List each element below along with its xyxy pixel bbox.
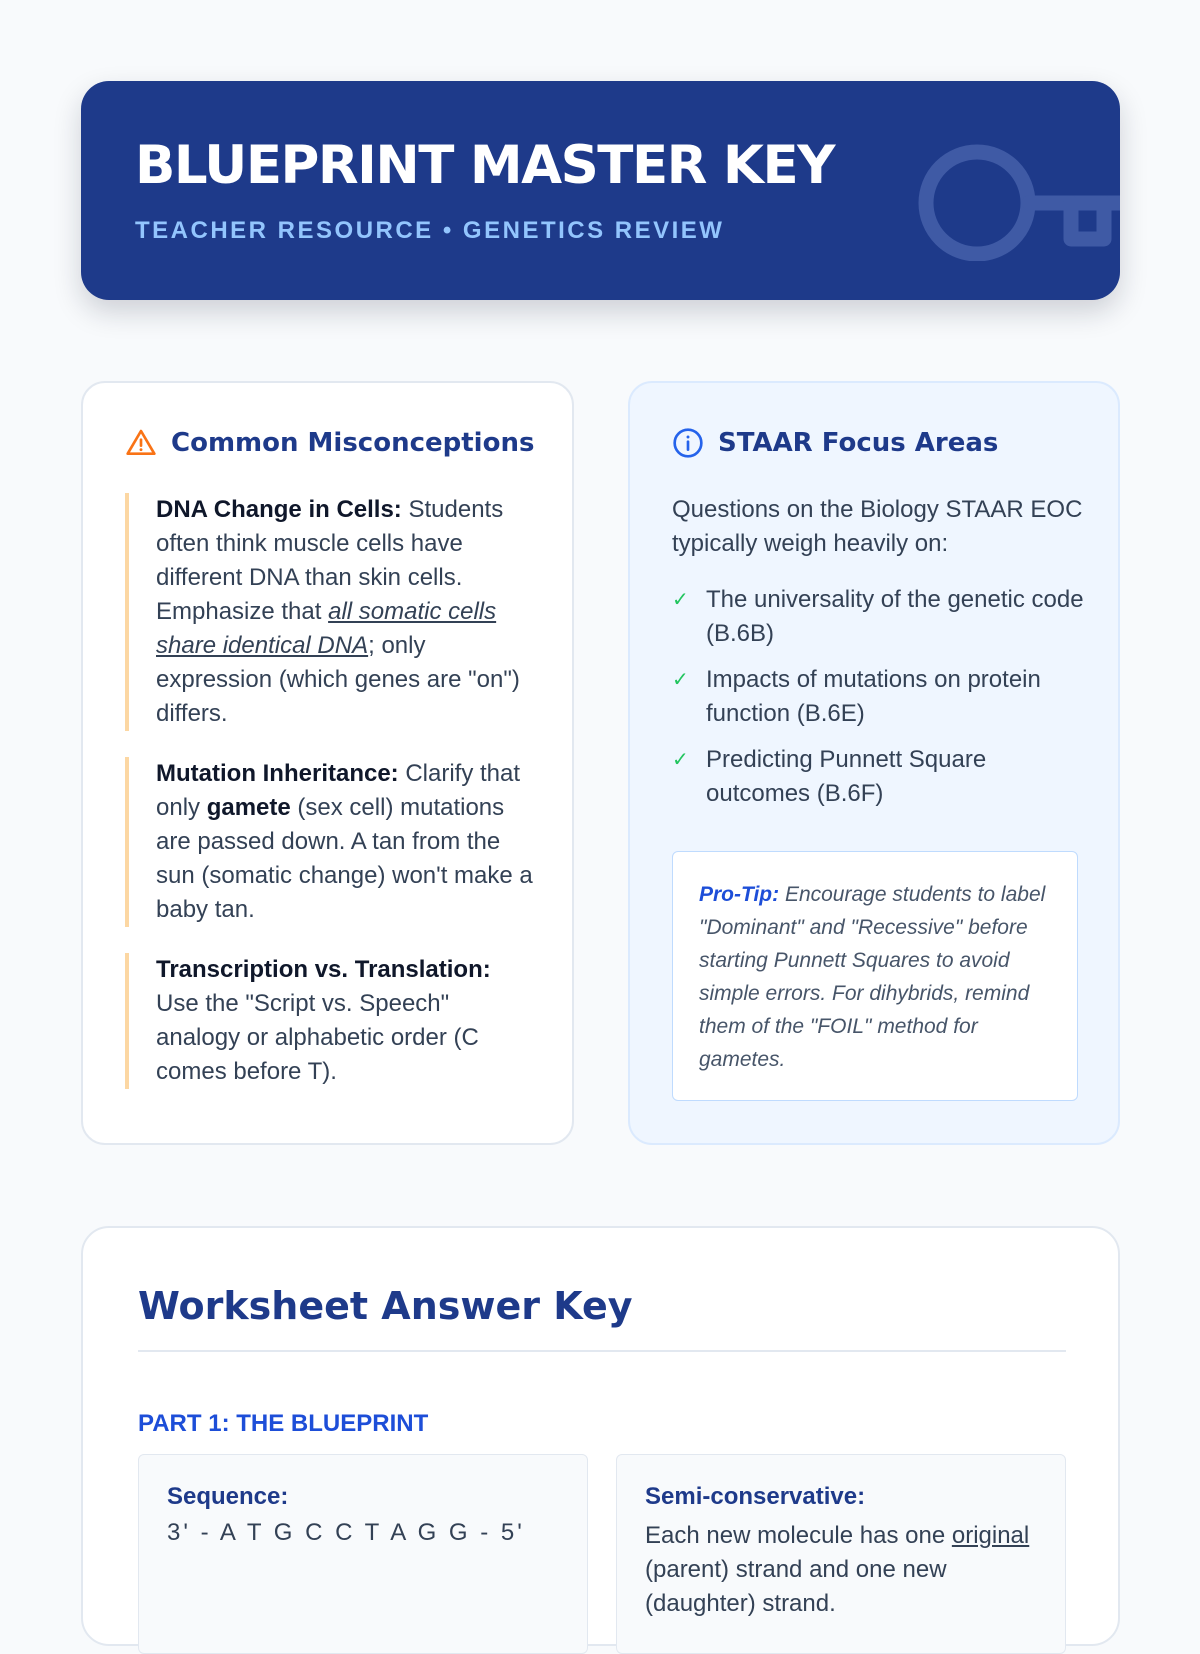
pro-tip-text: Encourage students to label "Dominant" and "Recessive" before starting Punnett Squares to avoid simple errors. For dihybrids, remind them of the "FOIL" method for gametes. bbox=[699, 883, 1046, 1071]
answer-key-title: Worksheet Answer Key bbox=[138, 1284, 633, 1328]
check-icon: ✓ bbox=[672, 749, 689, 771]
focus-item-text: Predicting Punnett Square outcomes (B.6F) bbox=[706, 746, 987, 807]
focus-item bbox=[672, 663, 1084, 731]
semi-conservative-card bbox=[616, 1454, 1066, 1654]
misconception-label: Transcription vs. Translation: bbox=[156, 956, 491, 983]
misconception-label: Mutation Inheritance: bbox=[156, 760, 399, 787]
page-title: BLUEPRINT MASTER KEY bbox=[135, 135, 835, 196]
sequence-value: 3' - A T G C C T A G G - 5' bbox=[167, 1519, 525, 1546]
misconception-text: (sex cell) mutations are passed down. A tan from the sun (somatic change) won't make a baby tan. bbox=[156, 794, 533, 923]
misconception-item bbox=[125, 953, 537, 1089]
focus-item bbox=[672, 743, 1084, 811]
focus-title: STAAR Focus Areas bbox=[718, 428, 999, 458]
misconceptions-list bbox=[125, 493, 537, 1115]
misconceptions-heading bbox=[125, 427, 534, 459]
page-subtitle: TEACHER RESOURCE • GENETICS REVIEW bbox=[135, 217, 725, 244]
misconception-text: Clarify that only bbox=[156, 760, 521, 821]
misconceptions-panel bbox=[81, 381, 574, 1145]
pro-tip-box bbox=[672, 851, 1078, 1101]
key-icon bbox=[831, 121, 1120, 261]
focus-item bbox=[672, 583, 1084, 651]
misconception-emphasis: gamete bbox=[206, 794, 291, 821]
misconception-text: Use the "Script vs. Speech" analogy or alphabetic order (C comes before T). bbox=[156, 990, 479, 1085]
semi-text: Each new molecule has one bbox=[645, 1522, 952, 1549]
misconception-item bbox=[125, 493, 537, 731]
check-icon: ✓ bbox=[672, 669, 689, 691]
pro-tip-label: Pro-Tip: bbox=[699, 883, 780, 906]
part-1-label: PART 1: THE BLUEPRINT bbox=[138, 1410, 429, 1437]
focus-list bbox=[672, 583, 1084, 823]
focus-item-text: The universality of the genetic code (B.6B) bbox=[706, 586, 1084, 647]
semi-conservative-text bbox=[645, 1519, 1037, 1621]
header-banner bbox=[81, 81, 1120, 300]
focus-item-text: Impacts of mutations on protein function (B.6E) bbox=[706, 666, 1041, 727]
warning-triangle-icon bbox=[125, 427, 157, 459]
focus-panel bbox=[628, 381, 1120, 1145]
info-circle-icon bbox=[672, 427, 704, 459]
divider bbox=[138, 1350, 1066, 1352]
misconception-text: Students often think muscle cells have different DNA than skin cells. Emphasize that bbox=[156, 496, 504, 625]
semi-text: (parent) strand and one new (daughter) strand. bbox=[645, 1556, 947, 1617]
focus-heading bbox=[672, 427, 998, 459]
answer-key-card bbox=[81, 1226, 1120, 1646]
focus-intro: Questions on the Biology STAAR EOC typically weigh heavily on: bbox=[672, 496, 1083, 557]
semi-emphasis: original bbox=[951, 1522, 1030, 1549]
misconception-item bbox=[125, 757, 537, 927]
misconception-emphasis: all somatic cells share identical DNA bbox=[156, 598, 497, 659]
semi-conservative-label: Semi-conservative: bbox=[645, 1483, 866, 1510]
misconception-label: DNA Change in Cells: bbox=[156, 496, 402, 523]
sequence-label: Sequence: bbox=[167, 1483, 289, 1510]
sequence-card bbox=[138, 1454, 588, 1654]
misconceptions-title: Common Misconceptions bbox=[171, 428, 535, 458]
check-icon: ✓ bbox=[672, 589, 689, 611]
misconception-text: ; only expression (which genes are "on") differs. bbox=[156, 632, 520, 727]
